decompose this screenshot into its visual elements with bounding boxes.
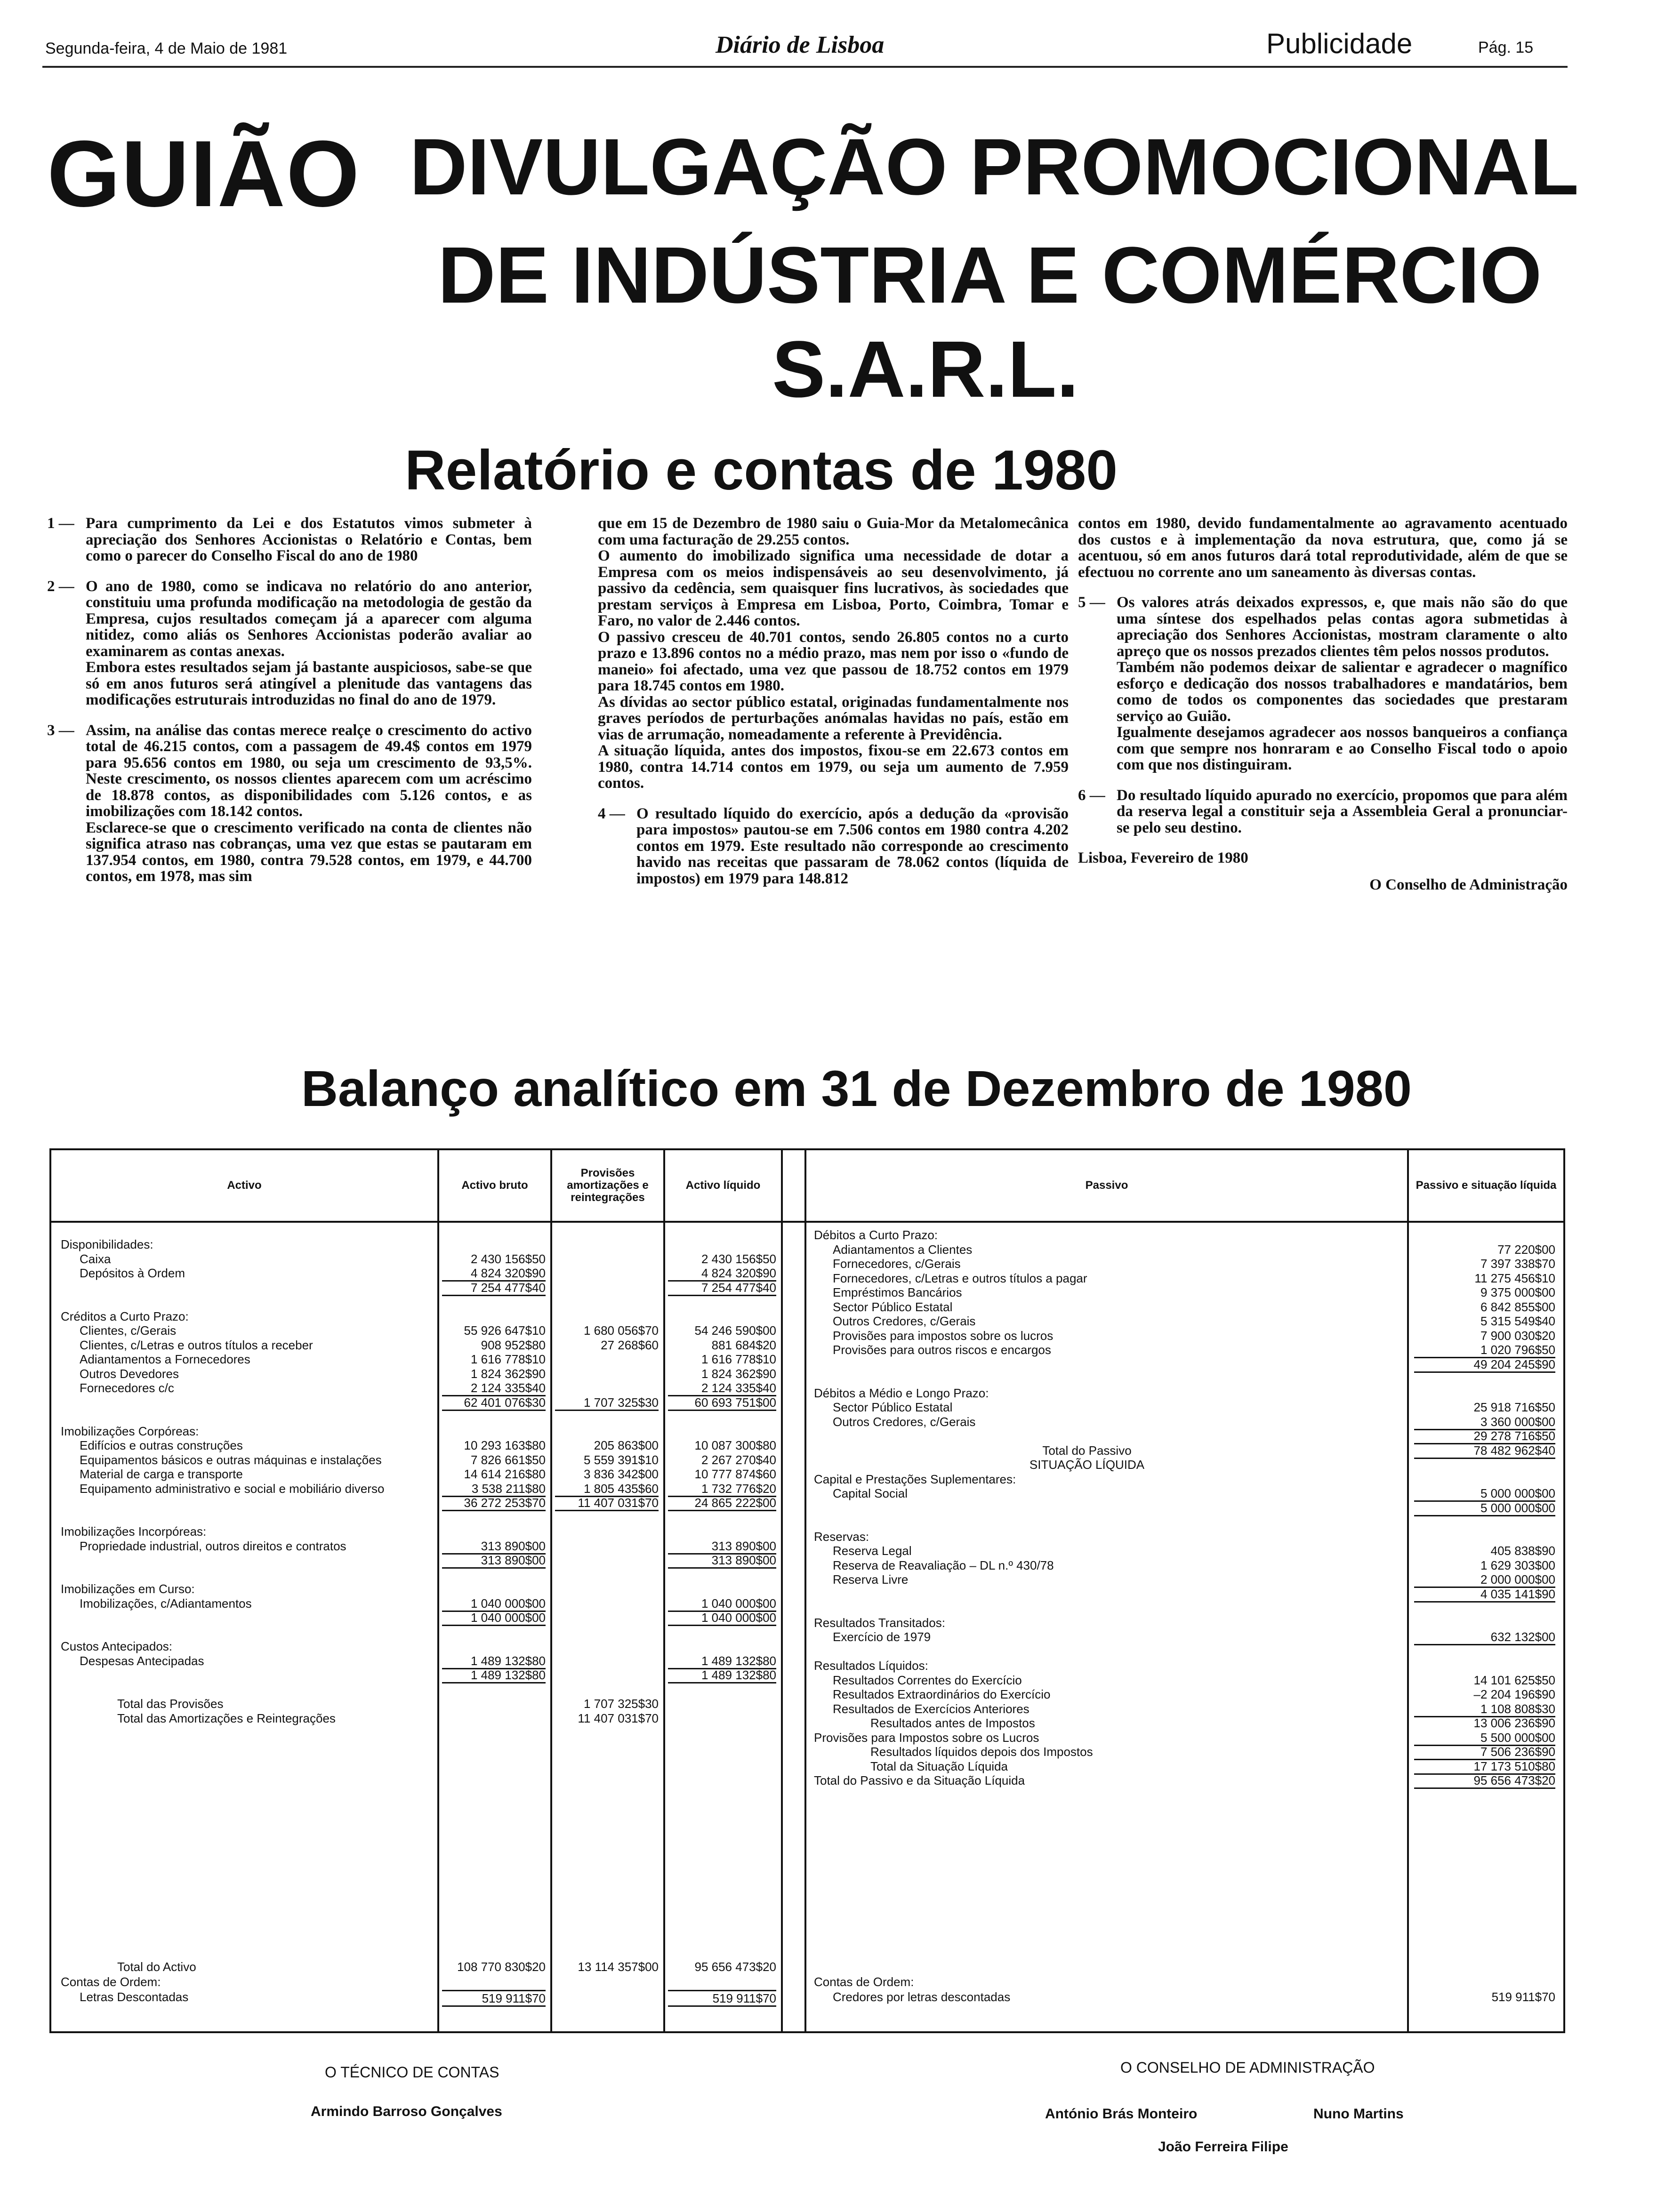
activo-liquido-value: 2 267 270$40 — [701, 1452, 776, 1467]
passivo-value: 1 020 796$50 — [1414, 1343, 1555, 1358]
company-name-line1: DIVULGAÇÃO PROMOCIONAL — [410, 122, 1579, 212]
activo-label: Imobilizações, c/Adiantamentos — [80, 1596, 252, 1611]
page-number: Pág. 15 — [1478, 39, 1534, 56]
passivo-value: 7 397 338$70 — [1480, 1257, 1555, 1271]
passivo-label: Resultados antes de Impostos — [870, 1716, 1035, 1730]
activo-liquido-value: 1 489 132$80 — [668, 1654, 776, 1669]
activo-label: Edifícios e outras construções — [80, 1438, 243, 1452]
activo-ordem-label: Contas de Ordem: — [61, 1975, 161, 1989]
column-divider — [437, 1150, 439, 2031]
activo-label: Total das Provisões — [117, 1697, 224, 1711]
passivo-label: Sector Público Estatal — [833, 1299, 953, 1314]
passivo-label: Resultados líquidos depois dos Impostos — [870, 1745, 1093, 1759]
passivo-label: Capital e Prestações Suplementares: — [814, 1472, 1016, 1486]
paragraph-text: A situação líquida, antes dos impostos, fixou-se em 22.673 contos em 1980, contra 14.714 contos em 1979, ou seja um aumento de 7.959 contos. — [598, 742, 1069, 792]
activo-label: Despesas Antecipadas — [80, 1653, 204, 1668]
passivo-value: 4 035 141$90 — [1414, 1587, 1555, 1603]
header-passivo: Passivo — [1085, 1179, 1128, 1192]
passivo-ordem-value: 519 911$70 — [1491, 1990, 1555, 2004]
passivo-label: Sector Público Estatal — [833, 1400, 953, 1414]
activo-provisoes-value: 1 707 325$30 — [555, 1395, 659, 1411]
header-divider — [51, 1221, 1563, 1223]
activo-bruto-value: 1 040 000$00 — [442, 1596, 546, 1612]
activo-ordem-bruto: 519 911$70 — [442, 1990, 546, 2007]
paragraph-4-continued — [1078, 515, 1568, 580]
passivo-value: 29 278 716$50 — [1414, 1429, 1555, 1444]
activo-label: Propriedade industrial, outros direitos e contratos — [80, 1539, 346, 1553]
activo-label: Clientes, c/Letras e outros títulos a receber — [80, 1338, 313, 1352]
board-signature: O Conselho de Administração — [1369, 876, 1568, 893]
activo-label: Fornecedores c/c — [80, 1381, 174, 1395]
passivo-value: 5 500 000$00 — [1414, 1731, 1555, 1746]
passivo-label: Total do Passivo e da Situação Líquida — [814, 1773, 1025, 1787]
activo-total-provisoes: 13 114 357$00 — [578, 1960, 659, 1974]
passivo-value: 17 173 510$80 — [1414, 1759, 1555, 1775]
passivo-value: –2 204 196$90 — [1473, 1687, 1555, 1701]
activo-bruto-value: 62 401 076$30 — [442, 1395, 546, 1411]
passivo-label: Provisões para outros riscos e encargos — [833, 1343, 1051, 1357]
activo-bruto-value: 1 489 132$80 — [442, 1654, 546, 1669]
activo-liquido-value: 1 824 362$90 — [701, 1366, 776, 1381]
activo-liquido-value: 1 732 776$20 — [668, 1482, 776, 1497]
conselho-title: O CONSELHO DE ADMINISTRAÇÃO — [1120, 2059, 1375, 2076]
paragraph-text: As dívidas ao sector público estatal, originadas fundamentalmente nos graves períodos de perturbações anómalas havidas no país, estão em vias de arrumação, nomeadamente a referente à Previdência. — [598, 693, 1069, 743]
activo-liquido-value: 2 430 156$50 — [701, 1251, 776, 1266]
column-divider — [804, 1150, 806, 2031]
activo-provisoes-value: 5 559 391$10 — [583, 1452, 659, 1467]
paragraph-text: O ano de 1980, como se indicava no relatório do ano anterior, constituiu uma profunda modificação na metodologia de gestão da Empresa, cujos resultados começam já a aparecer com alguma nitidez, como aliás os Senhores Accionistas poderão avaliar ao examinarem as contas anexas. — [86, 577, 532, 660]
paragraph-number: 3 — — [47, 721, 74, 739]
activo-bruto-value: 313 890$00 — [442, 1539, 546, 1555]
paragraph-text: Embora estes resultados sejam já bastante auspiciosos, sabe-se que só em anos futuros será atingível a plenitude das vantagens das modificações estruturais introduzidas no final do ano de 1979. — [86, 659, 532, 708]
passivo-label: Provisões para Impostos sobre os Lucros — [814, 1730, 1039, 1745]
section-label: Publicidade — [1266, 28, 1413, 59]
text-column-2 — [598, 515, 1069, 901]
column-divider — [550, 1150, 552, 2031]
activo-bruto-value: 55 926 647$10 — [464, 1323, 546, 1338]
passivo-label: Débitos a Médio e Longo Prazo: — [814, 1386, 989, 1400]
activo-bruto-value: 908 952$80 — [481, 1338, 546, 1352]
paragraph-text: Do resultado líquido apurado no exercício, propomos que para além da reserva legal a constituir seja a Assembleia Geral a pronunciar-se pelo seu destino. — [1117, 786, 1568, 836]
passivo-value: 14 101 625$50 — [1473, 1673, 1555, 1687]
passivo-label: Exercício de 1979 — [833, 1630, 931, 1644]
paragraph-text: O passivo cresceu de 40.701 contos, sendo 26.805 contos no a curto prazo e 13.896 contos no a médio prazo, mas nem por isso o «fundo de maneio» foi afectado, uma vez que passou de 18.752 contos em 1979 para 18.745 contos em 1980. — [598, 628, 1069, 694]
activo-total-label: Total do Activo — [117, 1960, 196, 1974]
passivo-value: 49 204 245$90 — [1414, 1357, 1555, 1373]
text-column-1 — [47, 515, 532, 899]
activo-bruto-value: 10 293 163$80 — [464, 1438, 546, 1452]
passivo-value: 77 220$00 — [1497, 1242, 1555, 1257]
passivo-value: 7 900 030$20 — [1480, 1328, 1555, 1343]
paragraph-3 — [47, 722, 532, 885]
passivo-value: 2 000 000$00 — [1414, 1572, 1555, 1588]
signatory-name: João Ferreira Filipe — [1158, 2139, 1288, 2155]
activo-liquido-value: 24 865 222$00 — [668, 1496, 776, 1511]
passivo-label: Reserva Legal — [833, 1544, 912, 1558]
passivo-value: 405 838$90 — [1490, 1544, 1555, 1558]
activo-bruto-value: 4 824 320$90 — [442, 1266, 546, 1282]
activo-bruto-value: 7 826 661$50 — [470, 1452, 546, 1467]
column-divider — [663, 1150, 665, 2031]
activo-total-bruto: 108 770 830$20 — [457, 1960, 546, 1974]
paragraph-4 — [598, 806, 1069, 887]
activo-label: Custos Antecipados: — [61, 1639, 173, 1653]
header-date: Segunda-feira, 4 de Maio de 1981 — [45, 40, 288, 57]
passivo-section-label: SITUAÇÃO LÍQUIDA — [1029, 1458, 1145, 1472]
passivo-value: 6 842 855$00 — [1480, 1299, 1555, 1314]
activo-label: Clientes, c/Gerais — [80, 1323, 177, 1338]
passivo-label: Outros Credores, c/Gerais — [833, 1314, 976, 1328]
activo-liquido-value: 313 890$00 — [668, 1553, 776, 1569]
passivo-label: Fornecedores, c/Letras e outros títulos a pagar — [833, 1271, 1087, 1285]
balance-title: Balanço analítico em 31 de Dezembro de 1980 — [301, 1060, 1412, 1117]
activo-liquido-value: 1 489 132$80 — [668, 1668, 776, 1683]
activo-label: Equipamento administrativo e social e mobiliário diverso — [80, 1481, 385, 1496]
passivo-label: Total do Passivo — [1042, 1443, 1132, 1458]
paragraph-text: Também não podemos deixar de salientar e agradecer o magnífico esforço e dedicação dos nossos trabalhadores e mandatários, bem como de todos os componentes das sociedades que prestaram serviço ao Guião. — [1117, 659, 1568, 725]
paragraph-text: Assim, na análise das contas merece realçe o crescimento do activo total de 46.215 contos, com a passagem de 49.4$ contos em 1979 para 95.656 contos em 1980, ou seja um crescimento de 93,5%. Neste crescimento, os nossos clientes aparecem com um acréscimo de 18.878 contos, as disponibilidades com 5.126 contos, e as imobilizações com 18.142 contos. — [86, 721, 532, 820]
signatory-name: António Brás Monteiro — [1045, 2106, 1198, 2122]
activo-label: Disponibilidades: — [61, 1237, 153, 1251]
newspaper-name: Diário de Lisboa — [716, 32, 885, 58]
passivo-label: Resultados de Exercícios Anteriores — [833, 1701, 1030, 1716]
paragraph-text: contos em 1980, devido fundamentalmente ao agravamento acentuado dos custos e à implementação da nova estrutura, que, como já se acentuou, só em anos futuros dará total reprodutividade, além de que se efectuou no corrente ano um saneamento às diversas contas. — [1078, 515, 1568, 581]
activo-bruto-value: 14 614 216$80 — [464, 1467, 546, 1481]
balance-table — [49, 1148, 1565, 2033]
activo-label: Imobilizações em Curso: — [61, 1582, 195, 1596]
activo-ordem-liquido: 519 911$70 — [668, 1990, 776, 2007]
passivo-value: 95 656 473$20 — [1414, 1773, 1555, 1789]
passivo-label: Resultados Líquidos: — [814, 1659, 928, 1673]
paragraph-number: 2 — — [47, 577, 74, 595]
activo-liquido-value: 60 693 751$00 — [668, 1395, 776, 1411]
tecnico-name: Armindo Barroso Gonçalves — [311, 2104, 502, 2119]
activo-bruto-value: 3 538 211$80 — [442, 1482, 546, 1497]
activo-bruto-value: 313 890$00 — [442, 1553, 546, 1569]
activo-liquido-value: 10 087 300$80 — [694, 1438, 776, 1452]
report-title: Relatório e contas de 1980 — [405, 439, 1118, 502]
passivo-value: 25 918 716$50 — [1473, 1400, 1555, 1414]
activo-bruto-value: 7 254 477$40 — [442, 1281, 546, 1296]
paragraph-1 — [47, 515, 532, 564]
paragraph-text: Para cumprimento da Lei e dos Estatutos vimos submeter à apreciação dos Senhores Accionistas o Relatório e Contas, bem como o parecer do Conselho Fiscal do ano de 1980 — [86, 515, 532, 564]
activo-label: Caixa — [80, 1251, 111, 1266]
activo-provisoes-value: 1 805 435$60 — [555, 1482, 659, 1497]
paragraph-3-continued — [598, 515, 1069, 792]
header-activo-bruto: Activo bruto — [461, 1179, 528, 1192]
paragraph-text: Igualmente desejamos agradecer aos nossos banqueiros a confiança com que sempre nos honraram e ao Conselho Fiscal todo o apoio com que nos distinguiram. — [1117, 724, 1568, 773]
paragraph-text: Esclarece-se que o crescimento verificado na conta de clientes não significa atraso nas cobranças, uma vez que estas se pautaram em 137.954 contos, em 1980, contra 79.528 contos, em 1979, e 44.700 contos, em 1978, mas sim — [86, 819, 532, 885]
passivo-ordem-sublabel: Credores por letras descontadas — [833, 1990, 1011, 2004]
paragraph-number: 1 — — [47, 515, 74, 532]
passivo-label: Outros Credores, c/Gerais — [833, 1414, 976, 1429]
activo-label: Créditos a Curto Prazo: — [61, 1309, 189, 1323]
passivo-label: Fornecedores, c/Gerais — [833, 1257, 961, 1271]
activo-provisoes-value: 11 407 031$70 — [578, 1711, 659, 1725]
passivo-label: Resultados Transitados: — [814, 1615, 945, 1630]
paragraph-6 — [1078, 787, 1568, 836]
activo-bruto-value: 1 824 362$90 — [470, 1366, 546, 1381]
activo-provisoes-value: 205 863$00 — [594, 1438, 659, 1452]
text-column-3 — [1078, 515, 1568, 893]
header-activo: Activo — [227, 1179, 262, 1192]
activo-liquido-value: 313 890$00 — [668, 1539, 776, 1555]
passivo-label: Reserva Livre — [833, 1572, 909, 1587]
paragraph-text: que em 15 de Dezembro de 1980 saiu o Guia-Mor da Metalomecânica com uma facturação de 29.255 contos. — [598, 515, 1069, 548]
company-brand: GUIÃO — [47, 121, 361, 226]
passivo-label: Resultados Extraordinários do Exercício — [833, 1687, 1051, 1701]
activo-liquido-value: 1 040 000$00 — [668, 1611, 776, 1626]
paragraph-text: O resultado líquido do exercício, após a dedução da «provisão para impostos» pautou-se em 7.506 contos em 1980 contra 4.202 contos em 1979. Este resultado não corresponde ao crescimento havido nas receitas que passaram de 78.062 contos (líquida de impostos) em 1979 para 148.812 — [636, 805, 1069, 887]
activo-bruto-value: 36 272 253$70 — [442, 1496, 546, 1511]
activo-label: Total das Amortizações e Reintegrações — [117, 1711, 336, 1725]
paragraph-number: 6 — — [1078, 786, 1105, 804]
passivo-value: 11 275 456$10 — [1474, 1271, 1555, 1285]
activo-liquido-value: 4 824 320$90 — [668, 1266, 776, 1282]
activo-provisoes-value: 1 680 056$70 — [583, 1323, 659, 1338]
paragraph-number: 4 — — [598, 805, 625, 822]
passivo-value: 1 108 808$30 — [1414, 1702, 1555, 1717]
passivo-label: Adiantamentos a Clientes — [833, 1242, 973, 1257]
passivo-label: Débitos a Curto Prazo: — [814, 1228, 938, 1242]
activo-liquido-value: 10 777 874$60 — [694, 1467, 776, 1481]
passivo-value: 632 132$00 — [1414, 1630, 1555, 1645]
header-rule — [42, 66, 1568, 68]
activo-liquido-value: 2 124 335$40 — [668, 1381, 776, 1396]
activo-bruto-value: 1 616 778$10 — [470, 1352, 546, 1366]
activo-liquido-value: 54 246 590$00 — [694, 1323, 776, 1338]
passivo-value: 5 315 549$40 — [1480, 1314, 1555, 1328]
passivo-label: Provisões para impostos sobre os lucros — [833, 1328, 1054, 1343]
activo-bruto-value: 1 040 000$00 — [442, 1611, 546, 1626]
paragraph-text: O aumento do imobilizado significa uma necessidade de dotar a Empresa com os meios indispensáveis ao seu desenvolvimento, já passivo da cedência, sem quaisquer fins lucrativos, às sociedades que prestam serviços à Empresa em Lisboa, Porto, Coimbra, Tomar e Faro, no valor de 2.446 contos. — [598, 547, 1069, 629]
passivo-value: 7 506 236$90 — [1414, 1745, 1555, 1760]
passivo-value: 5 000 000$00 — [1414, 1501, 1555, 1516]
activo-provisoes-value: 1 707 325$30 — [583, 1697, 659, 1711]
activo-bruto-value: 2 124 335$40 — [442, 1381, 546, 1396]
passivo-label: Capital Social — [833, 1486, 908, 1500]
activo-provisoes-value: 27 268$60 — [601, 1338, 659, 1352]
header-passivo-situacao: Passivo e situação líquida — [1416, 1179, 1557, 1192]
activo-provisoes-value: 3 836 342$00 — [583, 1467, 659, 1481]
header-provisoes: Provisões amortizações e reintegrações — [567, 1167, 649, 1204]
activo-label: Imobilizações Incorpóreas: — [61, 1524, 207, 1539]
passivo-value: 5 000 000$00 — [1414, 1486, 1555, 1502]
column-divider — [1407, 1150, 1409, 2031]
activo-liquido-value: 881 684$20 — [711, 1338, 776, 1352]
company-name-line2: DE INDÚSTRIA E COMÉRCIO — [438, 231, 1542, 320]
activo-bruto-value: 2 430 156$50 — [470, 1251, 546, 1266]
column-divider — [781, 1150, 783, 2031]
activo-liquido-value: 7 254 477$40 — [668, 1281, 776, 1296]
place-date: Lisboa, Fevereiro de 1980 — [1078, 850, 1248, 866]
activo-ordem-sublabel: Letras Descontadas — [80, 1990, 189, 2004]
passivo-value: 3 360 000$00 — [1414, 1415, 1555, 1430]
passivo-value: 13 006 236$90 — [1473, 1716, 1555, 1730]
paragraph-text: Os valores atrás deixados expressos, e, que mais não são do que uma síntese dos espelhados pelas contas agora submetidas à apreciação dos Senhores Accionistas, mostram claramente o alto apreço que os nossos prezados clientes têm pelos nossos produtos. — [1117, 594, 1568, 660]
paragraph-number: 5 — — [1078, 594, 1105, 611]
passivo-label: Total da Situação Líquida — [870, 1759, 1008, 1773]
activo-label: Outros Devedores — [80, 1366, 179, 1381]
activo-provisoes-value: 11 407 031$70 — [555, 1496, 659, 1511]
passivo-value: 9 375 000$00 — [1480, 1285, 1555, 1299]
passivo-label: Reservas: — [814, 1529, 869, 1544]
activo-label: Material de carga e transporte — [80, 1467, 243, 1481]
activo-total-liquido: 95 656 473$20 — [694, 1960, 776, 1974]
activo-label: Adiantamentos a Fornecedores — [80, 1352, 250, 1366]
tecnico-title: O TÉCNICO DE CONTAS — [325, 2064, 499, 2081]
signatory-name: Nuno Martins — [1313, 2106, 1404, 2122]
company-name-line3: S.A.R.L. — [772, 325, 1079, 414]
activo-label: Imobilizações Corpóreas: — [61, 1424, 199, 1438]
paragraph-5 — [1078, 594, 1568, 773]
paragraph-2 — [47, 578, 532, 708]
activo-bruto-value: 1 489 132$80 — [442, 1668, 546, 1683]
passivo-label: Empréstimos Bancários — [833, 1285, 962, 1299]
passivo-ordem-label: Contas de Ordem: — [814, 1975, 914, 1989]
activo-liquido-value: 1 040 000$00 — [668, 1596, 776, 1612]
passivo-label: Reserva de Reavaliação – DL n.º 430/78 — [833, 1558, 1054, 1572]
passivo-label: Resultados Correntes do Exercício — [833, 1673, 1022, 1687]
activo-label: Depósitos à Ordem — [80, 1266, 185, 1280]
activo-liquido-value: 1 616 778$10 — [701, 1352, 776, 1366]
header-activo-liquido: Activo líquido — [685, 1179, 761, 1192]
passivo-value: 78 482 962$40 — [1414, 1443, 1555, 1459]
passivo-value: 1 629 303$00 — [1480, 1558, 1555, 1572]
activo-label: Equipamentos básicos e outras máquinas e instalações — [80, 1452, 382, 1467]
